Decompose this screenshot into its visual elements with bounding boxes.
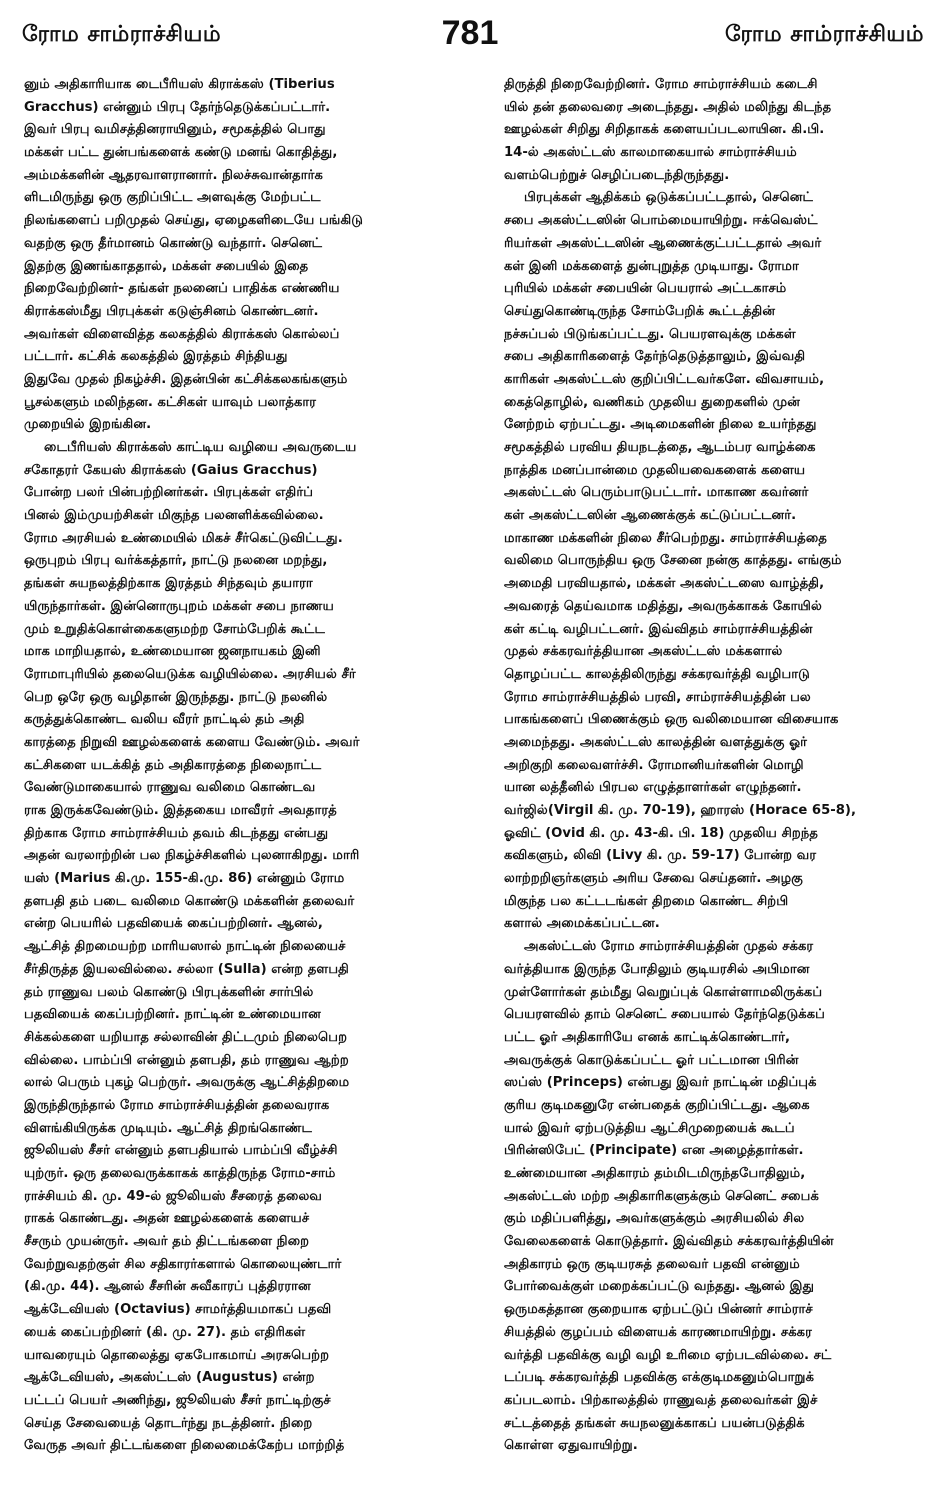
text-line: யைக் கைப்பற்றினர் (கி. மு. 27). தம் எதிரிகள் [24,1324,306,1340]
left-column [24,74,464,1474]
text-line: குரிய குடிமகனுரே என்பதைக் குறிப்பிட்டது. ஆகை [504,1097,810,1113]
text-line: சகோதரர் கேயஸ் கிராக்கஸ் (Gaius Gracchus) [24,462,318,478]
text-line: இருந்திருந்தால் ரோம சாம்ராச்சியத்தின் தலைவராக [24,1097,330,1113]
text-line: பட்ட ஓர் அதிகாரியே எனக் காட்டிக்கொண்டார், [504,1029,790,1045]
text-line: னும் அதிகாரியாக டைபீரியஸ் கிராக்கஸ் (Tiberius [24,77,335,92]
text-line: ரோம அரசியல் உண்மையில் மிகச் சீர்கெட்டுவிட்டது. [24,530,343,546]
text-line: தளபதி தம் படை வலிமை கொண்டு மக்களின் தலைவர் [24,893,355,909]
text-line: வர்த்தியாக இருந்த போதிலும் குடியரசில் அபிமான [504,961,810,977]
text-line: வேண்டுமாகையால் ராணுவ வலிமை கொண்டவ [24,780,316,796]
text-line: யிருந்தார்கள். இன்னொருபுறம் மக்கள் சபை நாணய [24,598,334,614]
text-line: அமைதி பரவியதால், மக்கள் அகஸ்ட்டஸை வாழ்த்தி, [504,576,825,592]
text-line: சிக்கல்களை யறியாத சல்லாவின் திட்டமும் நிலைபெற [24,1029,348,1045]
text-line: கள் அகஸ்ட்டஸின் ஆணைக்குக் கட்டுப்பட்டனர். [504,508,797,524]
text-line: நிலங்களைப் பறிமுதல் செய்து, ஏழைகளிடையே பங்கிடு [24,213,364,229]
text-line: கிராக்கஸ்மீது பிரபுக்கள் கடுஞ்சினம் கொண்டனர். [24,303,319,319]
text-line: கொள்ள ஏதுவாயிற்று. [504,1438,638,1454]
text-line: அவர்கள் விளைவித்த கலகத்தில் கிராக்கஸ் கொல்லப் [24,326,340,342]
text-line: சபை அதிகாரிகளைத் தேர்ந்தெடுத்தாலும், இவ்வதி [504,349,806,365]
text-line: ஜூலியஸ் சீசர் என்னும் தளபதியால் பாம்ப்பி வீழ்ச்சி [24,1143,338,1159]
text-line: நச்சுப்பல் பிடுங்கப்பட்டது. பெயரளவுக்கு மக்கள் [504,326,796,342]
text-line: யான லத்தீனில் பிரபல எழுத்தாளர்கள் எழுந்தனர். [504,780,802,796]
text-line: அகஸ்ட்டஸ் மற்ற அதிகாரிகளுக்கும் செனெட் சபைக் [504,1188,819,1204]
text-line: பட்டார். கட்சிக் கலகத்தில் இரத்தம் சிந்தியது [24,349,288,365]
text-line: கட்சிகளை யடக்கித் தம் அதிகாரத்தை நிலைநாட்ட [24,757,322,773]
right-column [504,74,940,1474]
text-line: கும் மதிப்பளித்து, அவர்களுக்கும் அரசியலில் சில [504,1211,805,1227]
text-line: காரத்தை நிறுவி ஊழல்களைக் களைய வேண்டும். அவர் [24,734,360,750]
text-line: அவருக்குக் கொடுக்கப்பட்ட ஓர் பட்டமான பிரின் [504,1052,799,1068]
text-line: புரியில் மக்கள் சபையின் பெயரால் அட்டகாசம் [504,281,787,297]
text-line: யில் தன் தலைவரை அடைந்தது. அதில் மலிந்து கிடந்த [504,99,832,115]
text-line: அதிகாரம் ஒரு குடியரசுத் தலைவர் பதவி என்னும் [504,1256,800,1272]
text-line: வேருத அவர் திட்டங்களை நிலைமைக்கேற்ப மாற்றித் [24,1438,345,1454]
text-line: ராகக் கொண்டது. அதன் ஊழல்களைக் களையச் [24,1211,310,1227]
text-line: அவரைத் தெய்வமாக மதித்து, அவருக்காகக் கோயில் [504,598,822,614]
text-line: மிகுந்த பல கட்டடங்கள் திறமை கொண்ட சிற்பி [504,893,789,909]
text-line: னேற்றம் ஏற்பட்டது. அடிமைகளின் நிலை உயர்ந்தது [504,417,817,433]
text-line: கருத்துக்கொண்ட வலிய வீரர் நாட்டில் தம் அதி [24,712,305,728]
text-line: அறிகுறி கலைவளர்ச்சி. ரோமானியர்களின் மொழி [504,757,804,773]
text-line: வதற்கு ஒரு தீர்மானம் கொண்டு வந்தார். செனெட் [24,235,323,251]
text-line: (கி.மு. 44). ஆனல் சீசரின் சுவீகாரப் புத்திரரான [24,1279,311,1295]
page-number: 781 [441,14,499,52]
text-line: ஆக்டேவியஸ் (Octavius) சாமர்த்தியமாகப் பதவி [24,1302,332,1318]
text-line: சட்டத்தைத் தங்கள் சுயநலனுக்காகப் பயன்படுத்திக் [504,1415,805,1431]
text-line: ரோம சாம்ராச்சியத்தில் பரவி, சாம்ராச்சியத்தின் பல [504,689,811,705]
text-line: கள் கட்டி வழிபட்டனர். இவ்விதம் சாம்ராச்சியத்தின் [504,621,813,637]
text-line: வலிமை பொருந்திய ஒரு சேனை நன்கு காத்தது. எங்கும் [504,553,842,569]
text-line: அமைந்தது. அகஸ்ட்டஸ் காலத்தின் வளத்துக்கு ஓர் [504,734,808,750]
text-line: சீர்திருத்த இயலவில்லை. சல்லா (Sulla) என்ற தளபதி [24,961,349,977]
text-line: தொழப்பட்ட காலத்திலிருந்து சக்கரவர்த்தி வழிபாடு [504,666,810,682]
text-line: வர்த்தி பதவிக்கு வழி வழி உரிமை ஏற்படவில்லை. சட் [504,1347,832,1363]
text-line: உண்மையான அதிகாரம் தம்மிடமிருந்தபோதிலும், [504,1166,806,1181]
text-line: யாவரையும் தொலைத்து ஏகபோகமாய் அரசுபெற்ற [24,1347,330,1363]
text-line: பினல் இம்முயற்சிகள் மிகுந்த பலனளிக்கவில்லை. [24,508,324,524]
text-line: முதல் சக்கரவர்த்தியான அகஸ்ட்டஸ் மக்களால் [504,644,783,660]
text-line: யுற்ருர். ஒரு தலைவருக்காகக் காத்திருந்த ரோம-சாம் [24,1166,336,1181]
text-line: டைபீரியஸ் கிராக்கஸ் காட்டிய வழியை அவருடைய [44,440,357,455]
text-line: ஒருமகத்தான குறையாக ஏற்பட்டுப் பின்னர் சாம்ராச் [504,1302,813,1318]
text-line: வில்லை. பாம்ப்பி என்னும் தளபதி, தம் ராணுவ ஆற்ற [24,1052,349,1068]
text-line: ரியர்கள் அகஸ்ட்டஸின் ஆணைக்குட்பட்டதால் அவர் [504,235,822,251]
text-line: மாக மாறியதால், உண்மையான ஜனநாயகம் இனி [24,644,321,660]
text-line: ஒருபுறம் பிரபு வர்க்கத்தார், நாட்டு நலனை மறந்து, [24,553,328,569]
text-line: இதற்கு இணங்காததால், மக்கள் சபையில் இதை [24,258,309,274]
text-line: ஸப்ஸ் (Princeps) என்பது இவர் நாட்டின் மதிப்புக் [504,1075,817,1091]
text-line: ஆக்டேவியஸ், அகஸ்ட்டஸ் (Augustus) என்ற [24,1370,315,1386]
text-line: கைத்தொழில், வணிகம் முதலிய துறைகளில் முன் [504,394,801,410]
text-line: ஓவிட் (Ovid கி. மு. 43-கி. பி. 18) முதலிய சிறந்த [504,825,818,841]
text-line: ளிடமிருந்து ஒரு குறிப்பிட்ட அளவுக்கு மேற்பட்ட [24,190,321,206]
page-header [0,0,940,64]
text-line: மக்கள் பட்ட துன்பங்களைக் கண்டு மனங் கொதித்து, [24,145,338,161]
text-line: மும் உறுதிக்கொள்கைகளுமற்ற சோம்பேறிக் கூட்ட [24,621,326,637]
text-line: ராச்சியம் கி. மு. 49-ல் ஜூலியஸ் சீசரைத் தலைவ [24,1188,323,1204]
text-line: அம்மக்களின் ஆதரவாளரானார். நிலச்சுவான்தார்க [24,167,323,183]
text-line: வளம்பெற்றுச் செழிப்படைந்திருந்தது. [504,167,730,183]
text-line: லால் பெரும் புகழ் பெற்ருர். அவருக்கு ஆட்சித்திறமை [24,1075,350,1091]
text-line: பட்டப் பெயர் அணிந்து, ஜூலியஸ் சீசர் நாட்டிற்குச் [24,1392,331,1408]
running-title-right: ரோம சாம்ராச்சியம் [724,22,924,47]
text-line: லாற்றறிஞர்களும் அரிய சேவை செய்தனர். அழகு [504,871,803,887]
text-line: முறையில் இறங்கின. [24,417,152,433]
text-line: செய்துகொண்டிருந்த சோம்பேறிக் கூட்டத்தின் [504,303,776,319]
text-line: சபை அகஸ்ட்டஸின் பொம்மையாயிற்று. ஈக்வெஸ்ட் [504,213,818,229]
text-line: அகஸ்ட்டஸ் ரோம சாம்ராச்சியத்தின் முதல் சக்கர [524,939,814,955]
running-title-left: ரோம சாம்ராச்சியம் [22,22,222,47]
text-line: பதவியைக் கைப்பற்றினர். நாட்டின் உண்மையான [24,1007,321,1023]
text-line: அதன் வரலாற்றின் பல நிகழ்ச்சிகளில் புலனாகிறது. மாரி [24,848,360,864]
text-line: 14-ல் அகஸ்ட்டஸ் காலமாகையால் சாம்ராச்சியம் [504,145,797,161]
text-line: பிரின்ஸிபேட் (Principate) என அழைத்தார்கள். [504,1143,804,1159]
text-line: பூசல்களும் மலிந்தன. கட்சிகள் யாவும் பலாத்கார [24,394,317,410]
text-line: பெற ஒரே ஒரு வழிதான் இருந்தது. நாட்டு நலனில் [24,689,328,705]
text-line: ஊழல்கள் சிறிது சிறிதாகக் களையப்படலாயின. கி.பி. [504,122,825,138]
text-line: நிறைவேற்றினர்- தங்கள் நலனைப் பாதிக்க எண்ணிய [24,281,340,297]
text-line: தங்கள் சுயநலத்திற்காக இரத்தம் சிந்தவும் தயாரா [24,576,313,592]
text-line: திருத்தி நிறைவேற்றினர். ரோம சாம்ராச்சியம் கடைசி [504,77,818,92]
text-line: பெயரளவில் தாம் செனெட் சபையால் தேர்ந்தெடுக்கப் [504,1007,825,1023]
text-line: ரோமாபுரியில் தலையெடுக்க வழியில்லை. அரசியல் சீர் [24,666,356,682]
text-line: வேலைகளைக் கொடுத்தார். இவ்விதம் சக்கரவர்த்தியின் [504,1234,834,1250]
text-line: போன்ற பலர் பின்பற்றினர்கள். பிரபுக்கள் எதிர்ப் [24,485,314,501]
text-line: வேற்றுவதற்குள் சில சதிகாரர்களால் கொலையுண்டார் [24,1256,342,1272]
text-line: Gracchus) என்னும் பிரபு தேர்ந்தெடுக்கப்பட்டார். [24,99,331,115]
text-line: ஆட்சித் திறமையற்ற மாரியஸால் நாட்டின் நிலையைச் [24,939,346,955]
text-line: யஸ் (Marius கி.மு. 155-கி.மு. 86) என்னும் ரோம [24,871,345,887]
text-line: மாகாண மக்களின் நிலை சீர்பெற்றது. சாம்ராச்சியத்தை [504,530,827,546]
text-line: நாத்திக மனப்பான்மை முதலியவைகளைக் களைய [504,462,806,478]
text-line: போர்வைக்குள் மறைக்கப்பட்டு வந்தது. ஆனல் இது [504,1279,815,1295]
text-line: அகஸ்ட்டஸ் பெரும்பாடுபட்டார். மாகாண கவர்னர் [504,485,809,501]
text-line: திற்காக ரோம சாம்ராச்சியம் தவம் கிடந்தது என்பது [24,825,329,841]
text-line: சமூகத்தில் பரவிய தியநடத்தை, ஆடம்பர வாழ்க்கை [504,440,816,455]
text-line: கவிகளும், லிவி (Livy கி. மு. 59-17) போன்ற வர [504,848,817,864]
text-line: செய்த சேவையைத் தொடர்ந்து நடத்தினர். நிறை [24,1415,313,1431]
text-line: இதுவே முதல் நிகழ்ச்சி. இதன்பின் கட்சிக்கலகங்களும் [24,371,348,387]
text-line: பிரபுக்கள் ஆதிக்கம் ஒடுக்கப்பட்டதால், செனெட் [524,190,814,206]
text-line: டப்படி சக்கரவர்த்தி பதவிக்கு எக்குடிமகனும்பொறுக் [504,1370,815,1386]
text-line: வர்ஜில்(Virgil கி. மு. 70-19), ஹாரஸ் (Horace 65-8), [504,803,856,818]
text-line: காரிகள் அகஸ்ட்டஸ் குறிப்பிட்டவர்களே. விவசாயம், [504,371,825,387]
text-line: கள் இனி மக்களைத் துன்புறுத்த முடியாது. ரோமா [504,258,799,274]
text-line: முள்ளோர்கள் தம்மீது வெறுப்புக் கொள்ளாமலிருக்கப் [504,984,823,1000]
text-line: யால் இவர் ஏற்படுத்திய ஆட்சிமுறையைக் கூடப் [504,1120,795,1136]
text-line: என்ற பெயரில் பதவியைக் கைப்பற்றினர். ஆனல், [24,916,323,932]
text-line: தம் ராணுவ பலம் கொண்டு பிரபுக்களின் சார்பில் [24,984,314,1000]
text-line: சியத்தில் குழப்பம் விளையக் காரணமாயிற்று. சக்கர [504,1324,812,1340]
text-line: விளங்கியிருக்க முடியும். ஆட்சித் திறங்கொண்ட [24,1120,313,1136]
text-line: சீசரும் முயன்ருர். அவர் தம் திட்டங்களை நிறை [24,1234,310,1250]
text-line: கப்படலாம். பிற்காலத்தில் ராணுவத் தலைவர்கள் இச் [504,1392,818,1408]
text-line: இவர் பிரபு வமிசத்தினராயினும், சமூகத்தில் பொது [24,122,326,138]
text-line: ராக இருக்கவேண்டும். இத்தகைய மாவீரர் அவதாரத் [24,803,337,818]
text-line: களால் அமைக்கப்பட்டன. [504,916,660,932]
text-line: பாகங்களைப் பிணைக்கும் ஒரு வலிமையான விசையாக [504,712,839,728]
